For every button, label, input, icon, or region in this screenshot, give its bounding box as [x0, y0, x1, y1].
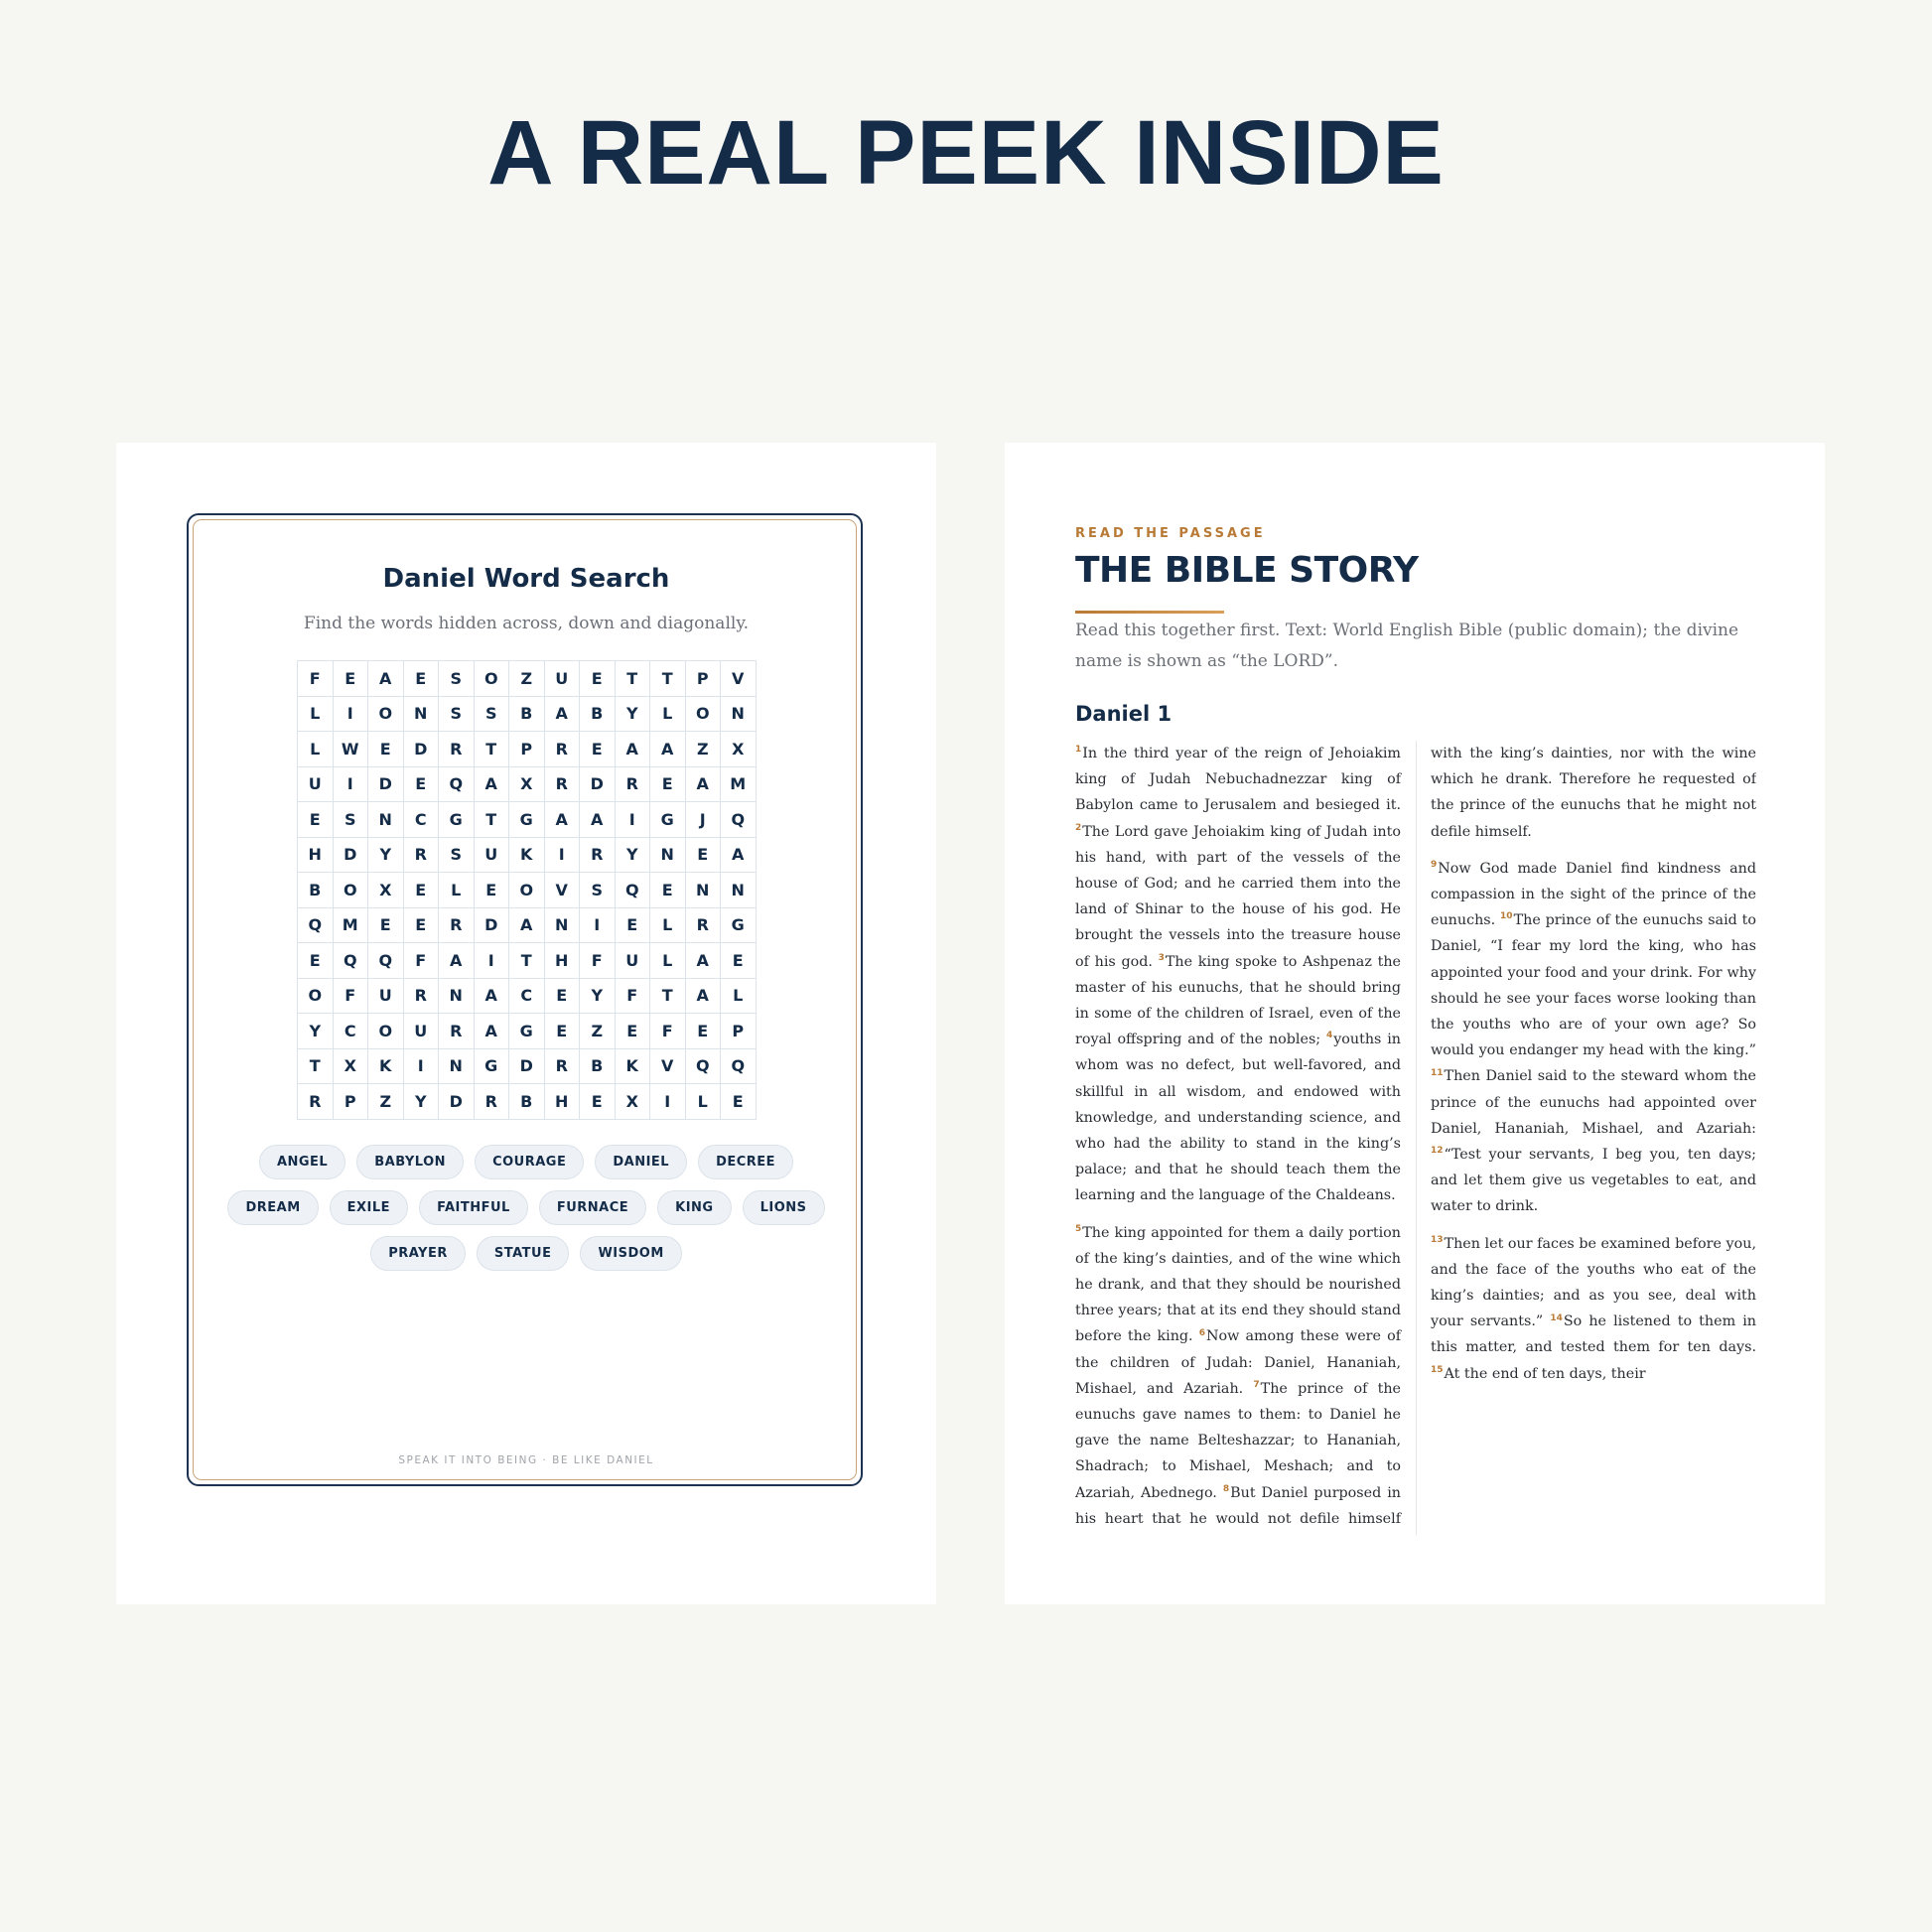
grid-cell: X	[368, 873, 404, 908]
grid-cell: Q	[334, 943, 369, 979]
grid-cell: D	[509, 1049, 545, 1085]
grid-cell: N	[686, 873, 722, 908]
grid-cell: I	[545, 838, 581, 874]
word-chip: LIONS	[743, 1190, 825, 1225]
grid-cell: K	[509, 838, 545, 874]
grid-cell: G	[721, 908, 757, 944]
grid-cell: T	[650, 661, 686, 697]
grid-cell: R	[616, 767, 651, 803]
grid-cell: A	[545, 697, 581, 733]
grid-cell: A	[650, 732, 686, 767]
verse-text: Then Daniel said to the steward whom the prince of the eunuchs had appointed over Daniel, Hananiah, Mishael, and Azariah:	[1431, 1068, 1756, 1137]
grid-cell: Z	[686, 732, 722, 767]
grid-cell: R	[404, 979, 440, 1015]
grid-cell: G	[439, 802, 475, 838]
grid-cell: D	[580, 767, 616, 803]
grid-cell: E	[686, 1014, 722, 1049]
grid-cell: T	[650, 979, 686, 1015]
grid-cell: A	[545, 802, 581, 838]
word-chip: PRAYER	[370, 1236, 466, 1271]
grid-cell: H	[298, 838, 334, 874]
grid-cell: O	[475, 661, 510, 697]
grid-cell: X	[509, 767, 545, 803]
bible-story-page	[1005, 443, 1825, 1604]
grid-cell: T	[298, 1049, 334, 1085]
word-chip: FAITHFUL	[419, 1190, 528, 1225]
word-chip: STATUE	[477, 1236, 570, 1271]
banner-title: A REAL PEEK INSIDE	[487, 102, 1445, 204]
grid-cell: B	[580, 697, 616, 733]
verse-text: The prince of the eunuchs gave names to them: to Daniel he gave the name Belteshazzar; to Hananiah, Shadrach; to Mishael, Meshach; and to Azariah, Abednego.	[1075, 1380, 1402, 1501]
word-chip: BABYLON	[356, 1145, 464, 1179]
grid-cell: E	[298, 802, 334, 838]
grid-cell: E	[545, 979, 581, 1015]
grid-cell: D	[368, 767, 404, 803]
grid-cell: N	[404, 697, 440, 733]
grid-cell: N	[721, 697, 757, 733]
grid-cell: O	[298, 979, 334, 1015]
grid-cell: T	[509, 943, 545, 979]
grid-cell: R	[545, 732, 581, 767]
grid-cell: A	[509, 908, 545, 944]
verse-number: 15	[1431, 1364, 1444, 1375]
grid-cell: E	[404, 767, 440, 803]
grid-cell: Y	[616, 697, 651, 733]
grid-cell: Y	[368, 838, 404, 874]
passage-paragraph	[1075, 741, 1401, 1209]
grid-cell: A	[368, 661, 404, 697]
grid-cell: G	[509, 802, 545, 838]
grid-cell: A	[439, 943, 475, 979]
grid-cell: E	[580, 732, 616, 767]
grid-cell: Z	[368, 1084, 404, 1120]
grid-cell: R	[404, 838, 440, 874]
verse-text: The Lord gave Jehoiakim king of Judah into his hand, with part of the vessels of the house of God; and he carried them into the land of Shinar to the house of his god. He brought the vessels into the treasure house of his god.	[1075, 823, 1401, 970]
story-title: THE BIBLE STORY	[1075, 550, 1419, 591]
grid-cell: I	[475, 943, 510, 979]
grid-cell: O	[686, 697, 722, 733]
grid-cell: T	[475, 732, 510, 767]
word-chip: ANGEL	[259, 1145, 345, 1179]
grid-cell: N	[439, 1049, 475, 1085]
title-underline	[1075, 611, 1224, 614]
scripture-passage	[1075, 741, 1756, 1535]
grid-cell: A	[686, 979, 722, 1015]
grid-cell: A	[721, 838, 757, 874]
passage-paragraph	[1431, 856, 1756, 1220]
word-bank	[215, 1145, 837, 1271]
grid-cell: R	[298, 1084, 334, 1120]
grid-cell: F	[334, 979, 369, 1015]
grid-cell: A	[580, 802, 616, 838]
grid-cell: B	[509, 1084, 545, 1120]
word-search-page	[116, 443, 936, 1604]
grid-cell: D	[439, 1084, 475, 1120]
verse-text: But Daniel purposed in his heart that he would not defile himself with the king’s dainties, nor with the wine which he drank. Therefore he requested of the prince of the eunuchs that he might not defile himself.	[1075, 746, 1756, 1527]
grid-cell: R	[545, 767, 581, 803]
verse-text: So he listened to them in this matter, and tested them for ten days.	[1431, 1313, 1756, 1356]
grid-cell: O	[334, 873, 369, 908]
grid-cell: L	[439, 873, 475, 908]
grid-cell: H	[545, 1084, 581, 1120]
grid-cell: G	[475, 1049, 510, 1085]
grid-cell: A	[686, 767, 722, 803]
grid-cell: E	[580, 1084, 616, 1120]
word-chip: EXILE	[330, 1190, 408, 1225]
grid-cell: I	[616, 802, 651, 838]
grid-cell: Y	[616, 838, 651, 874]
verse-text: The prince of the eunuchs said to Daniel, “I fear my lord the king, who has appointed your food and your drink. For why should he see your faces worse looking than the youths who are of your own age? So would you endanger my head with the king.”	[1431, 912, 1756, 1059]
grid-cell: E	[721, 1084, 757, 1120]
grid-cell: O	[368, 1014, 404, 1049]
verse-number: 8	[1222, 1483, 1230, 1494]
grid-cell: A	[475, 767, 510, 803]
grid-cell: U	[298, 767, 334, 803]
verse-number: 14	[1550, 1312, 1563, 1323]
grid-cell: A	[616, 732, 651, 767]
grid-cell: S	[439, 661, 475, 697]
grid-cell: R	[475, 1084, 510, 1120]
grid-cell: Y	[404, 1084, 440, 1120]
grid-cell: E	[616, 908, 651, 944]
grid-cell: M	[334, 908, 369, 944]
grid-cell: O	[368, 697, 404, 733]
verse-number: 9	[1431, 860, 1438, 871]
grid-cell: I	[580, 908, 616, 944]
grid-cell: N	[721, 873, 757, 908]
grid-cell: S	[439, 838, 475, 874]
verse-text: youths in whom was no defect, but well-favored, and skillful in all wisdom, and endowed with knowledge, and understanding science, and who had the ability to stand in the king’s palace; and that he should teach them the learning and the language of the Chaldeans.	[1075, 1032, 1401, 1204]
grid-cell: A	[686, 943, 722, 979]
verse-number: 11	[1431, 1067, 1444, 1078]
grid-cell: S	[439, 697, 475, 733]
verse-text: “Test your servants, I beg you, ten days; and let them give us vegetables to eat, and water to drink.	[1431, 1147, 1756, 1215]
grid-cell: I	[404, 1049, 440, 1085]
grid-cell: X	[334, 1049, 369, 1085]
grid-cell: I	[650, 1084, 686, 1120]
grid-cell: X	[721, 732, 757, 767]
grid-cell: R	[439, 908, 475, 944]
verse-number: 4	[1325, 1031, 1333, 1041]
word-chip: WISDOM	[580, 1236, 681, 1271]
grid-cell: Q	[721, 802, 757, 838]
grid-cell: Z	[509, 661, 545, 697]
grid-cell: U	[545, 661, 581, 697]
grid-cell: I	[334, 767, 369, 803]
grid-cell: X	[616, 1084, 651, 1120]
grid-cell: E	[404, 908, 440, 944]
grid-cell: U	[368, 979, 404, 1015]
verse-number: 5	[1075, 1223, 1082, 1234]
grid-cell: L	[721, 979, 757, 1015]
grid-cell: E	[368, 908, 404, 944]
grid-cell: K	[368, 1049, 404, 1085]
verse-number: 1	[1075, 745, 1082, 756]
grid-cell: F	[650, 1014, 686, 1049]
verse-number: 6	[1198, 1327, 1205, 1338]
grid-cell: L	[650, 943, 686, 979]
grid-cell: E	[686, 838, 722, 874]
grid-cell: Y	[298, 1014, 334, 1049]
grid-cell: Q	[368, 943, 404, 979]
grid-cell: F	[404, 943, 440, 979]
grid-cell: E	[298, 943, 334, 979]
section-kicker: READ THE PASSAGE	[1075, 526, 1266, 541]
grid-cell: E	[368, 732, 404, 767]
grid-cell: S	[334, 802, 369, 838]
grid-cell: E	[721, 943, 757, 979]
grid-cell: P	[509, 732, 545, 767]
grid-cell: O	[509, 873, 545, 908]
verse-number: 3	[1158, 952, 1165, 963]
grid-cell: I	[334, 697, 369, 733]
grid-cell: E	[475, 873, 510, 908]
grid-cell: S	[580, 873, 616, 908]
grid-cell: L	[298, 732, 334, 767]
grid-cell: P	[334, 1084, 369, 1120]
grid-cell: G	[650, 802, 686, 838]
verse-text: The king appointed for them a daily portion of the king’s dainties, and of the wine which he drank, and that they should be nourished three years; that at its end they should stand before the king.	[1075, 1224, 1401, 1345]
grid-cell: J	[686, 802, 722, 838]
word-chip: FURNACE	[539, 1190, 646, 1225]
grid-cell: Q	[721, 1049, 757, 1085]
grid-cell: P	[721, 1014, 757, 1049]
grid-cell: M	[721, 767, 757, 803]
grid-cell: E	[545, 1014, 581, 1049]
passage-paragraph	[1431, 1231, 1756, 1387]
word-chip: COURAGE	[475, 1145, 584, 1179]
grid-cell: E	[650, 873, 686, 908]
grid-cell: T	[616, 661, 651, 697]
grid-cell: C	[509, 979, 545, 1015]
grid-cell: B	[509, 697, 545, 733]
grid-cell: S	[475, 697, 510, 733]
grid-cell: H	[545, 943, 581, 979]
verse-number: 12	[1431, 1146, 1444, 1157]
verse-text: Then let our faces be examined before you, and the face of the youths who eat of the king’s dainties; and as you see, deal with your servants.”	[1431, 1235, 1756, 1330]
grid-cell: U	[475, 838, 510, 874]
grid-cell: C	[334, 1014, 369, 1049]
letter-grid	[297, 660, 757, 1120]
grid-cell: U	[616, 943, 651, 979]
grid-cell: D	[475, 908, 510, 944]
grid-cell: R	[439, 1014, 475, 1049]
grid-cell: K	[616, 1049, 651, 1085]
grid-cell: P	[686, 661, 722, 697]
grid-cell: Q	[298, 908, 334, 944]
grid-cell: L	[686, 1084, 722, 1120]
word-chip: DECREE	[698, 1145, 793, 1179]
grid-cell: C	[404, 802, 440, 838]
word-chip: DREAM	[227, 1190, 318, 1225]
grid-cell: V	[545, 873, 581, 908]
grid-cell: N	[368, 802, 404, 838]
story-intro: Read this together first. Text: World English Bible (public domain); the divine name is shown as “the LORD”.	[1075, 621, 1739, 671]
grid-cell: E	[404, 661, 440, 697]
word-chip: KING	[657, 1190, 731, 1225]
grid-cell: F	[616, 979, 651, 1015]
grid-cell: R	[580, 838, 616, 874]
verse-number: 2	[1075, 822, 1082, 833]
verse-text: The king spoke to Ashpenaz the master of his eunuchs, that he should bring in some of the children of Israel, even of the royal offspring and of the nobles;	[1075, 953, 1401, 1048]
grid-cell: E	[334, 661, 369, 697]
verse-text: At the end of ten days, their	[1444, 1365, 1646, 1382]
verse-number: 7	[1253, 1380, 1260, 1391]
grid-cell: E	[580, 661, 616, 697]
grid-cell: Q	[616, 873, 651, 908]
grid-cell: Q	[686, 1049, 722, 1085]
grid-cell: E	[404, 873, 440, 908]
grid-cell: T	[475, 802, 510, 838]
grid-cell: A	[475, 1014, 510, 1049]
grid-cell: D	[334, 838, 369, 874]
grid-cell: E	[616, 1014, 651, 1049]
grid-cell: L	[650, 697, 686, 733]
grid-cell: R	[439, 732, 475, 767]
grid-cell: B	[298, 873, 334, 908]
grid-cell: G	[509, 1014, 545, 1049]
grid-cell: N	[650, 838, 686, 874]
grid-cell: F	[298, 661, 334, 697]
word-chip: DANIEL	[595, 1145, 687, 1179]
grid-cell: V	[721, 661, 757, 697]
grid-cell: N	[439, 979, 475, 1015]
grid-cell: B	[580, 1049, 616, 1085]
grid-cell: L	[650, 908, 686, 944]
grid-cell: R	[545, 1049, 581, 1085]
grid-cell: N	[545, 908, 581, 944]
grid-cell: L	[298, 697, 334, 733]
grid-cell: D	[404, 732, 440, 767]
verse-text: In the third year of the reign of Jehoiakim king of Judah Nebuchadnezzar king of Babylon came to Jerusalem and besieged it.	[1075, 746, 1401, 814]
grid-cell: W	[334, 732, 369, 767]
grid-cell: Y	[580, 979, 616, 1015]
grid-cell: A	[475, 979, 510, 1015]
grid-cell: R	[686, 908, 722, 944]
grid-cell: V	[650, 1049, 686, 1085]
verse-number: 10	[1500, 911, 1513, 922]
word-search-title: Daniel Word Search	[382, 564, 670, 594]
grid-cell: Z	[580, 1014, 616, 1049]
page-footer: SPEAK IT INTO BEING · BE LIKE DANIEL	[398, 1454, 654, 1466]
grid-cell: U	[404, 1014, 440, 1049]
grid-cell: Q	[439, 767, 475, 803]
verse-text: Now God made Daniel find kindness and compassion in the sight of the prince of the eunuchs.	[1431, 860, 1756, 929]
verse-number: 13	[1431, 1234, 1444, 1245]
chapter-heading: Daniel 1	[1075, 702, 1173, 726]
word-search-instructions: Find the words hidden across, down and diagonally.	[303, 614, 750, 633]
grid-cell: F	[580, 943, 616, 979]
verse-text: Now among these were of the children of Judah: Daniel, Hananiah, Mishael, and Azariah.	[1075, 1328, 1401, 1397]
grid-cell: E	[650, 767, 686, 803]
